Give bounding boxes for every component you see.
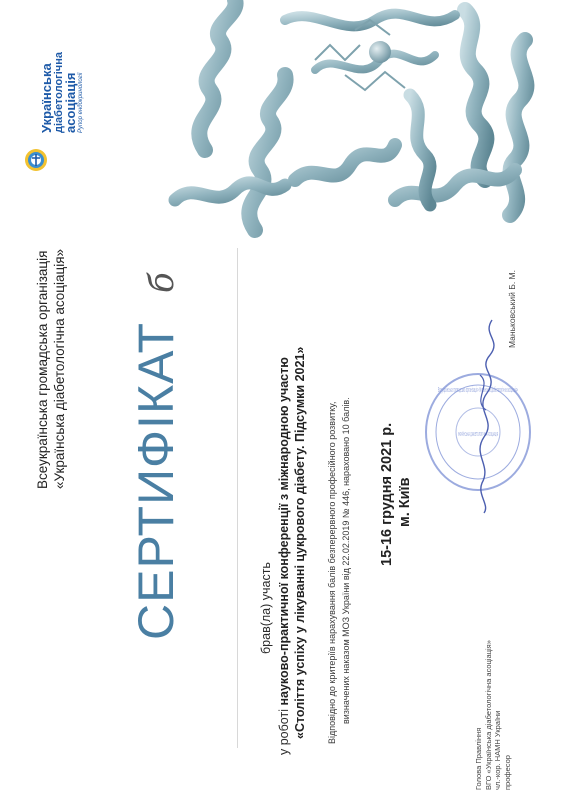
association-logo: [20, 140, 80, 180]
protein-ribbon-illustration: [165, 0, 565, 240]
conference-name: науково-практичної конференції з міжнародною участю: [277, 357, 291, 706]
signature-line: [237, 248, 238, 748]
event-dates: 15-16 грудня 2021 р.: [379, 422, 395, 566]
organization-line2: «Українська діабетологічна асоціація»: [52, 248, 67, 489]
event-city: м. Київ: [397, 477, 413, 527]
certificate-title: [128, 271, 190, 640]
logo-tagline: Рупор ендокринології: [78, 72, 84, 133]
handwritten-signature: [462, 315, 512, 515]
participation-label: брав(ла) участь: [259, 562, 273, 654]
stamp-ring-text: Всеукраїнська громадська організація «Українська діабетологічна асоціація»: [438, 386, 518, 394]
points-text-line2: визначених наказом МОЗ України від 22.02.2019 № 446, нараховано 10 балів.: [341, 397, 351, 724]
conference-title-text: «Століття успіху у лікуванні цукрового діабету. Підсумки 2021»: [293, 346, 307, 739]
logo-name-line2: діабетологічна: [53, 52, 65, 133]
stamp-center-text: УКРАЇНСЬКА ДІАБЕТОЛОГІЧНА АСОЦІАЦІЯ: [458, 432, 567, 438]
signatory-position: Голова Правління: [474, 727, 483, 790]
certificate-title-text: СЕРТИФІКАТ: [128, 321, 184, 640]
certificate-number: б: [142, 271, 182, 294]
points-text-line1: Відповідно до критеріїв нарахування балів безперервного професійного розвитку,: [327, 401, 337, 744]
logo-name-line3: асоціація: [63, 72, 78, 133]
organization-line1: Всеукраїнська громадська організація: [35, 250, 50, 489]
signatory-title: професор: [502, 755, 512, 790]
signatory-degree: чл.-кор. НАМН України: [493, 710, 502, 790]
signatory-name: Маньковський Б. М.: [507, 270, 517, 348]
logo-name-line1: Українська: [39, 63, 54, 133]
conference-line: [276, 357, 292, 755]
organization-name: [34, 249, 68, 489]
conference-title: [292, 347, 308, 739]
signatory-organization: ВГО «Українська діабетологічна асоціація»: [483, 640, 493, 790]
signatory-block: [474, 640, 512, 790]
work-prefix: у роботі: [277, 705, 291, 755]
logo-emblem-icon: [24, 148, 48, 172]
